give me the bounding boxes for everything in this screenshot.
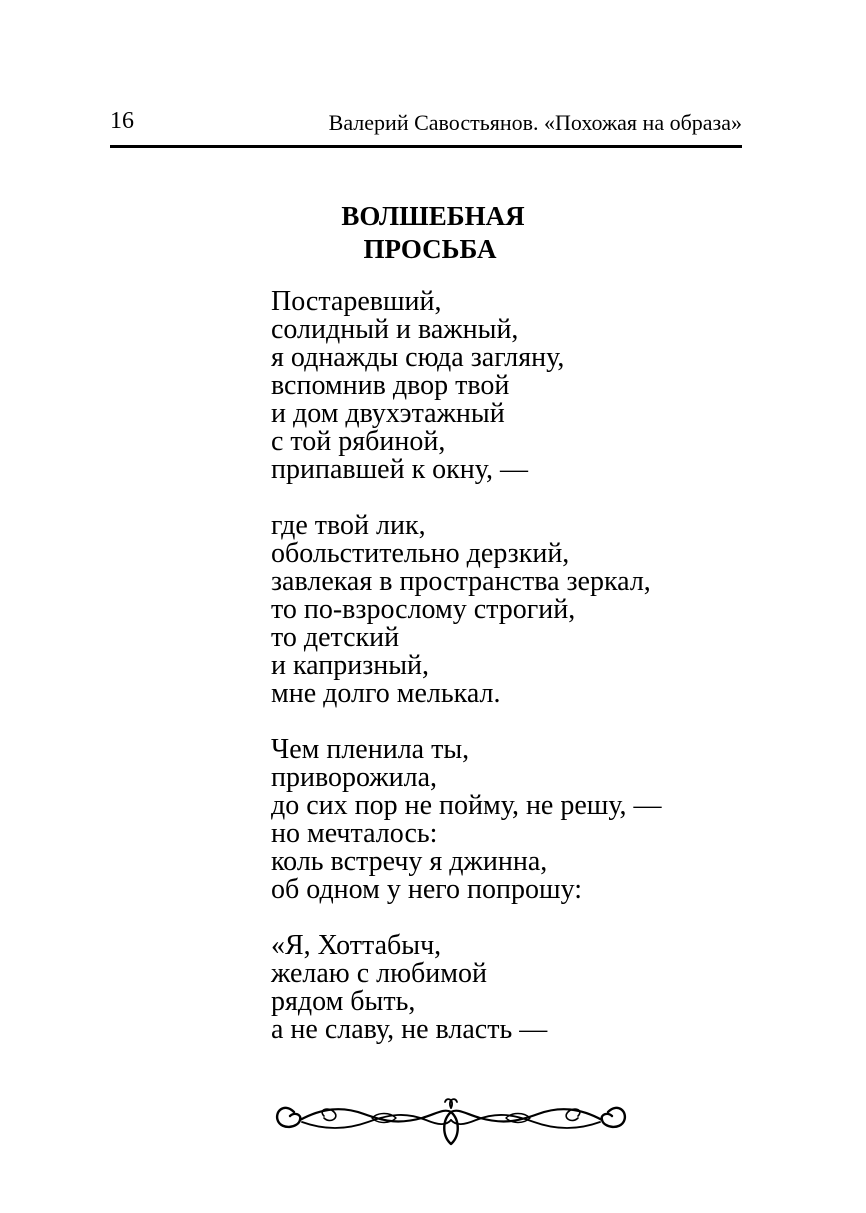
header-rule (110, 145, 742, 148)
verse-line: мне долго мелькал. (271, 678, 501, 709)
page-number: 16 (110, 108, 134, 134)
verse-line: где твой лик, (271, 510, 426, 541)
decorative-flourish-icon (272, 1090, 630, 1150)
stanza (271, 932, 662, 1044)
verse-line: солидный и важный, (271, 314, 519, 345)
verse-line: Чем пленила ты, (271, 734, 470, 765)
poem-title (0, 200, 866, 266)
verse-line: Постаревший, (271, 286, 442, 317)
poem-title-line: ВОЛШЕБНАЯ (341, 201, 525, 231)
verse-line: но мечталось: (271, 818, 438, 849)
verse-line: об одном у него попрошу: (271, 874, 582, 905)
verse-line: желаю с любимой (271, 958, 487, 989)
verse-line: до сих пор не пойму, не решу, — (271, 790, 662, 821)
verse-line: коль встречу я джинна, (271, 846, 548, 877)
verse-line: то по-взрослому строгий, (271, 594, 576, 625)
verse-line: обольстительно дерзкий, (271, 538, 570, 569)
verse-line: и капризный, (271, 650, 430, 681)
verse-line: вспомнив двор твой (271, 370, 510, 401)
running-header: Валерий Савостьянов. «Похожая на образа» (328, 110, 742, 135)
verse-line: и дом двухэтажный (271, 398, 505, 429)
verse-line: завлекая в пространства зеркал, (271, 566, 651, 597)
stanza (271, 736, 662, 904)
verse-line: приворожила, (271, 762, 438, 793)
verse-line: а не славу, не власть — (271, 1014, 548, 1045)
stanza (271, 512, 662, 708)
verse-line: то детский (271, 622, 400, 653)
verse-line: рядом быть, (271, 986, 416, 1017)
verse-line: припавшей к окну, — (271, 454, 528, 485)
verse-line: с той рябиной, (271, 426, 446, 457)
stanza (271, 288, 662, 484)
verse-line: «Я, Хоттабыч, (271, 930, 442, 961)
poem-body (271, 288, 662, 1072)
poem-title-line: ПРОСЬБА (363, 234, 497, 264)
verse-line: я однажды сюда загляну, (271, 342, 565, 373)
